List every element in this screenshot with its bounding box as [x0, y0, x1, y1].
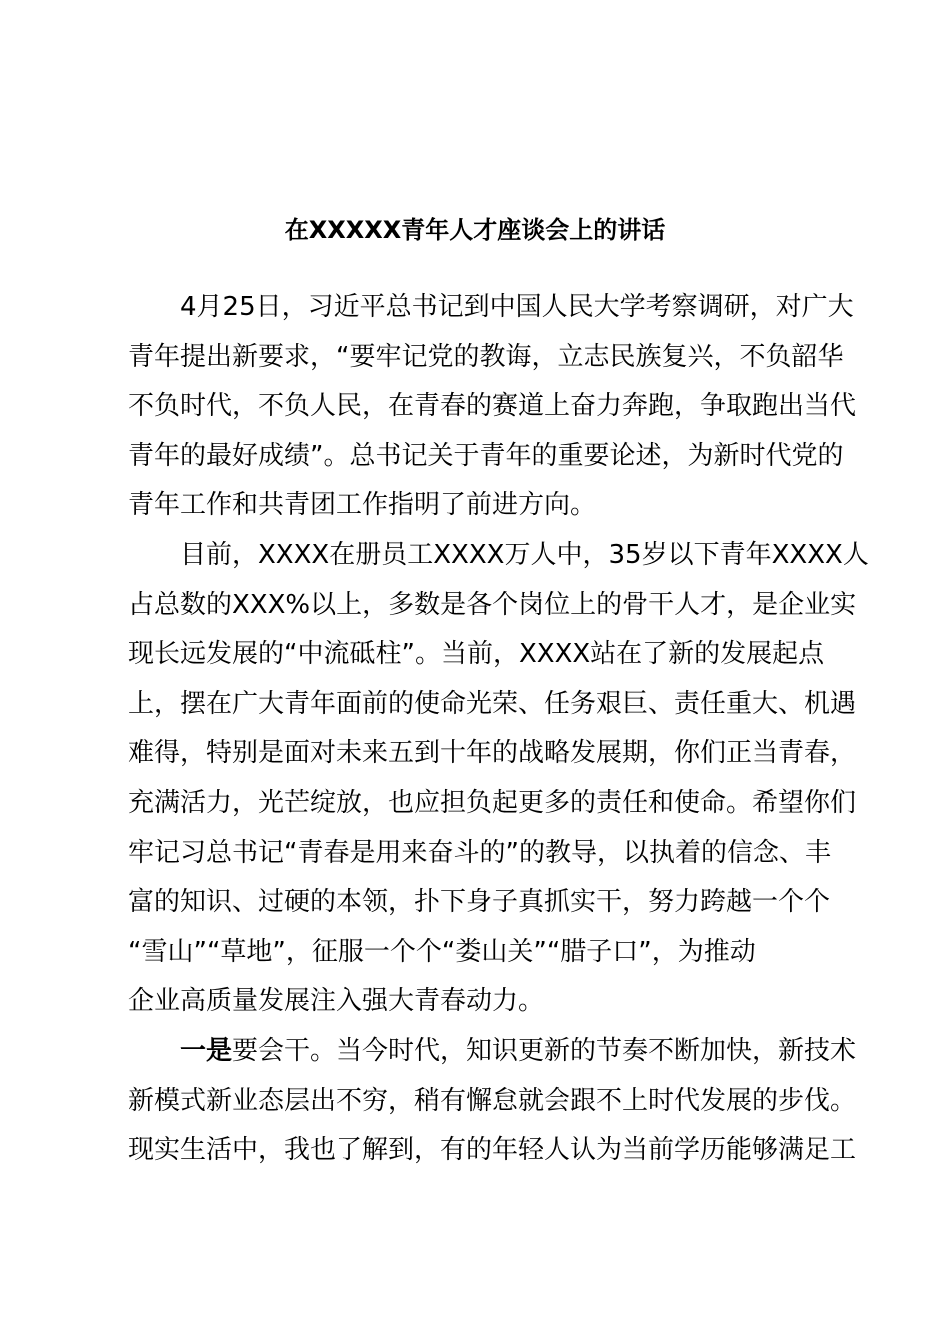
paragraph-1 [128, 283, 857, 531]
document-title: 在XXXXX青年人才座谈会上的讲话 [284, 216, 666, 244]
lead-bold-text: 一是 [180, 1035, 233, 1066]
text-line: 青年工作和共青团工作指明了前进方向。 [128, 490, 597, 521]
text-line: 企业高质量发展注入强大青春动力。 [128, 986, 545, 1017]
paragraph-2 [128, 531, 869, 1027]
document-body [128, 283, 869, 1176]
text-line-rest: 要会干。当今时代，知识更新的节奏不断加快，新技术 [232, 1035, 857, 1066]
text-line: 青年提出新要求，“要牢记党的教诲，立志民族复兴，不负韶华 [128, 341, 844, 372]
text-line: “雪山”“草地”，征服一个个“娄山关”“腊子口”，为推动 [128, 936, 756, 967]
text-line: 富的知识、过硬的本领，扑下身子真抓实干，努力跨越一个个 [128, 887, 831, 918]
text-line: 上，摆在广大青年面前的使命光荣、任务艰巨、责任重大、机遇 [128, 688, 857, 719]
text-line: 4月25日，习近平总书记到中国人民大学考察调研，对广大 [180, 292, 854, 322]
text-line: 目前，XXXX在册员工XXXX万人中，35岁以下青年XXXX人 [180, 539, 869, 570]
paragraph-3 [128, 1027, 857, 1176]
text-line: 占总数的XXX%以上，多数是各个岗位上的骨干人才，是企业实 [128, 589, 857, 620]
text-line: 现实生活中，我也了解到，有的年轻人认为当前学历能够满足工 [128, 1135, 857, 1166]
text-line: 不负时代，不负人民，在青春的赛道上奋力奔跑，争取跑出当代 [128, 391, 857, 422]
text-line: 充满活力，光芒绽放，也应担负起更多的责任和使命。希望你们 [128, 787, 857, 818]
text-line: 牢记习总书记“青春是用来奋斗的”的教导，以执着的信念、丰 [128, 837, 831, 868]
text-line [128, 1027, 857, 1077]
text-line: 现长远发展的“中流砥柱”。当前，XXXX站在了新的发展起点 [128, 639, 825, 670]
text-line: 青年的最好成绩”。总书记关于青年的重要论述，为新时代党的 [128, 440, 844, 471]
text-line: 新模式新业态层出不穷，稍有懈怠就会跟不上时代发展的步伐。 [128, 1085, 857, 1116]
text-line: 难得，特别是面对未来五到十年的战略发展期，你们正当青春， [128, 738, 857, 769]
